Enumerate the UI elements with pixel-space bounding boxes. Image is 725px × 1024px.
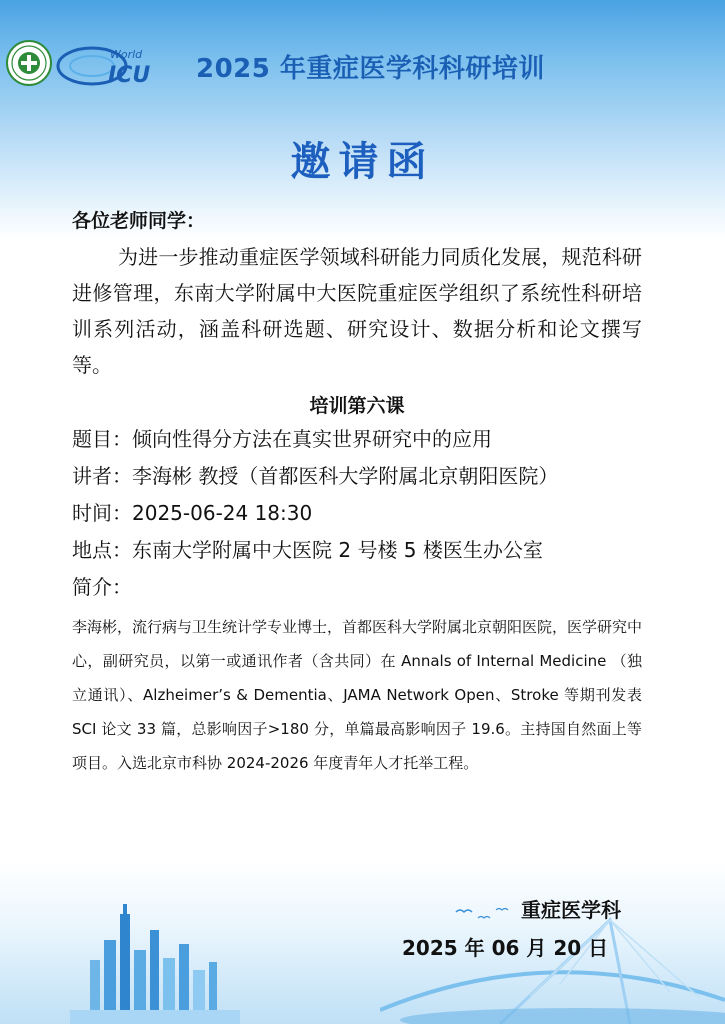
world-icu-logo (52, 38, 162, 90)
hospital-seal-logo (6, 40, 52, 86)
time-line: 时间：2025-06-24 18:30 (72, 501, 313, 525)
birds-decoration (452, 902, 512, 926)
city-skyline-decoration (70, 900, 240, 1024)
topic-line: 题目：倾向性得分方法在真实世界研究中的应用 (72, 427, 492, 451)
intro-paragraph: 为进一步推动重症医学领域科研能力同质化发展，规范科研进修管理，东南大学附属中大医院重症医学组织了系统性科研培训系列活动，涵盖科研选题、研究设计、数据分析和论文撰写等。 (72, 245, 642, 377)
invitation-body (72, 206, 642, 780)
salutation: 各位老师同学： (72, 210, 206, 232)
lesson-title: 培训第六课 (309, 395, 405, 417)
invitation-title: 邀请函 (290, 138, 435, 185)
bio-label: 简介： (72, 575, 132, 599)
logo-world-text: World (110, 48, 143, 61)
bio-paragraph: 李海彬，流行病与卫生统计学专业博士，首都医科大学附属北京朝阳医院，医学研究中心，副研究员，以第一或通讯作者（含共同）在 Annals of Internal Medicine （独立通讯）、Alzheimer’s & Dementia、JAMA Network Open、Stroke 等期刊发表 SCI 论文 33 篇，总影响因子>180 分，单篇最高影响因子 19.6。主持国自然面上等项目。入选北京市科协 2024-2026 年度青年人才托举工程。 (72, 618, 643, 772)
logo-icu-text: ICU (108, 63, 151, 88)
page-header (0, 0, 725, 120)
signature-department: 重症医学科 (521, 898, 621, 922)
header-title: 2025 年重症医学科科研培训 (196, 54, 545, 84)
speaker-line: 讲者：李海彬 教授（首都医科大学附属北京朝阳医院） (72, 464, 559, 488)
signature-date: 2025 年 06 月 20 日 (402, 936, 609, 960)
location-line: 地点：东南大学附属中大医院 2 号楼 5 楼医生办公室 (72, 538, 543, 562)
